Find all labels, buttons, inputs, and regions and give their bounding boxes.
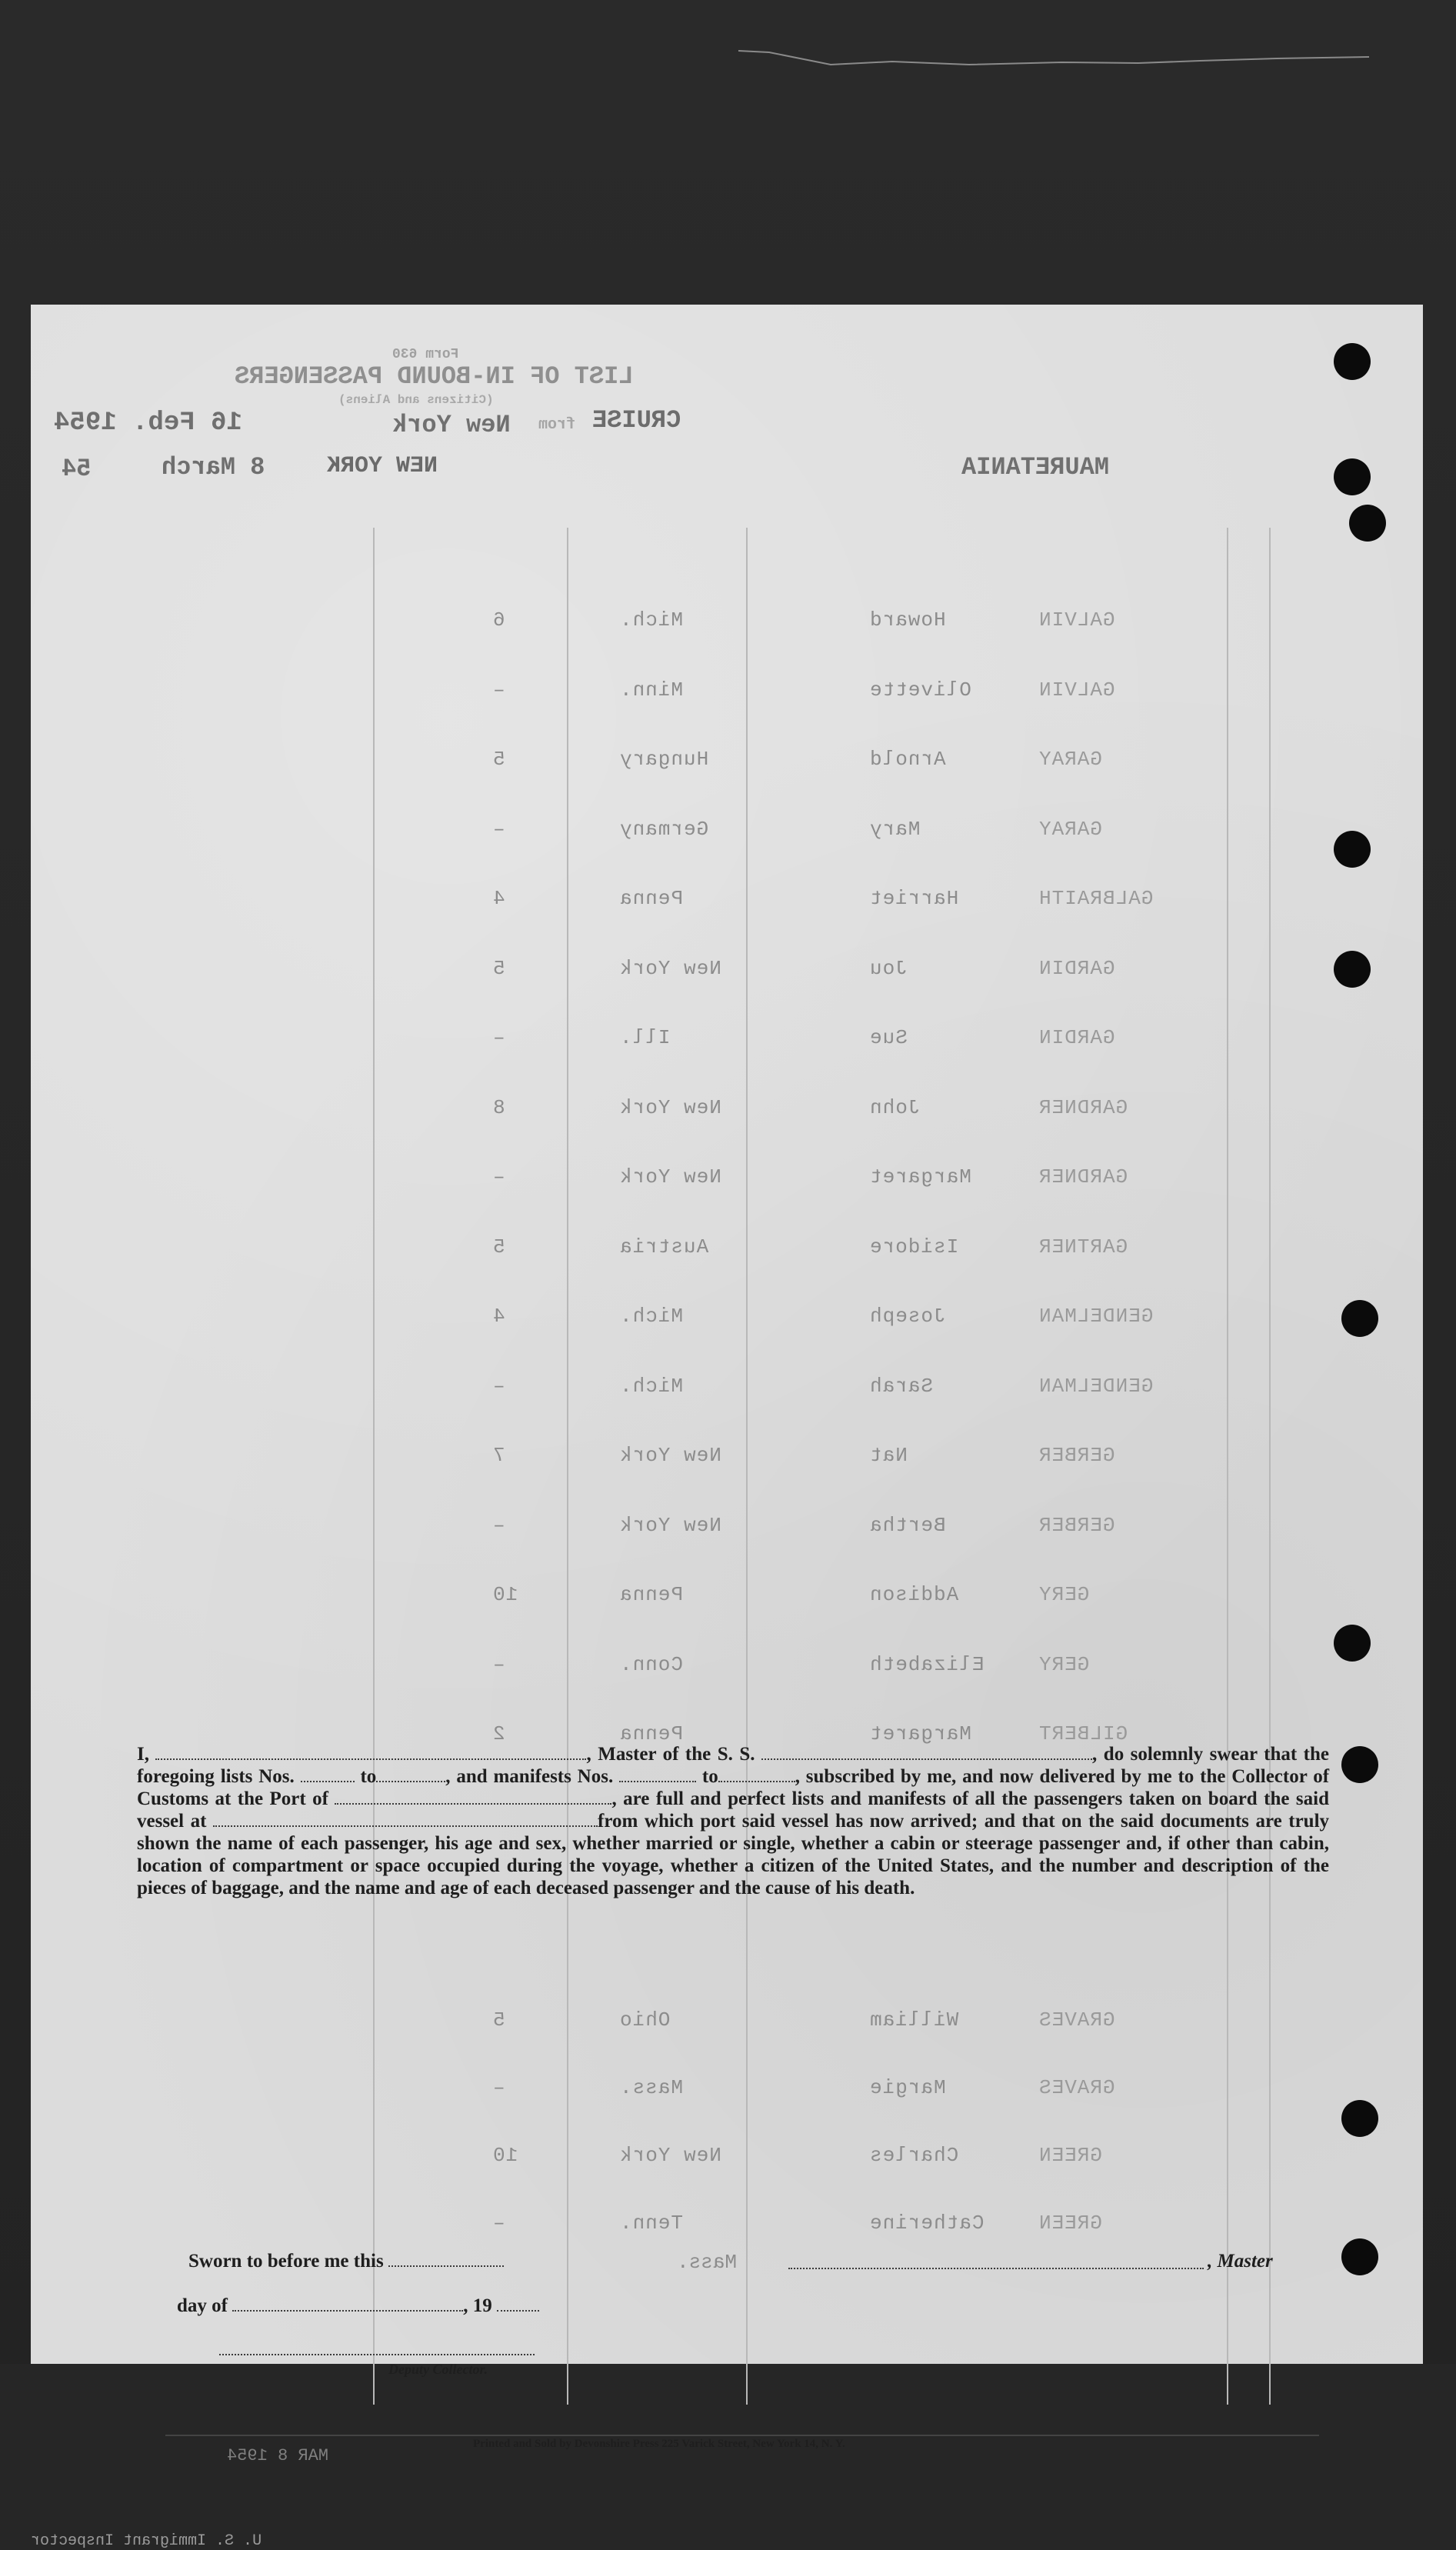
ghost-master-residence: Mass. <box>677 2251 738 2274</box>
ghost-column-rule <box>746 528 748 2405</box>
sworn-line <box>188 2251 504 2272</box>
list-to-blank <box>376 1767 445 1782</box>
manifest-to-blank <box>718 1767 795 1782</box>
ghost-vessel-name: MAURETANIA <box>961 453 1110 482</box>
punch-hole <box>1334 1625 1371 1662</box>
ghost-surname: GARDNER <box>1038 1165 1128 1188</box>
day-of-label: day of <box>177 2295 228 2316</box>
sworn-label: Sworn to before me this <box>188 2251 384 2272</box>
ghost-given-name: Joseph <box>869 1305 946 1328</box>
ghost-residence: Mich. <box>619 1374 684 1398</box>
ghost-surname: GRAVES <box>1038 2076 1115 2099</box>
ghost-given-name: Margie <box>869 2076 946 2099</box>
ghost-surname: GREEN <box>1038 2144 1103 2167</box>
ghost-surname: GENDELMAN <box>1038 1305 1154 1328</box>
ghost-from-label: from <box>538 416 576 434</box>
ghost-surname: GRAVES <box>1038 2008 1115 2032</box>
ghost-surname: GARDNER <box>1038 1095 1128 1119</box>
departure-port-blank <box>213 1812 598 1827</box>
oath-text: , Master of the S. S. <box>586 1744 755 1765</box>
ghost-surname: GARAY <box>1038 817 1103 841</box>
ghost-surname: GARTNER <box>1038 1235 1128 1258</box>
ghost-residence: Mich. <box>619 608 684 632</box>
ghost-given-name: Sue <box>869 1026 908 1049</box>
ghost-baggage-count: 10 <box>492 2144 518 2167</box>
ghost-given-name: Addison <box>869 1583 959 1606</box>
punch-hole <box>1334 831 1371 868</box>
printer-imprint: Printed and Sold by Devonshire Press 225 Varick Street, New York 14, N. Y. <box>473 2438 845 2450</box>
punch-hole <box>1341 2238 1378 2275</box>
ghost-residence: Penna <box>619 1583 684 1606</box>
ghost-surname: GARDIN <box>1038 956 1115 980</box>
oath-text: , do solemnly swear that the foregoing lists Nos. <box>137 1744 1330 1787</box>
ghost-surname: GERY <box>1038 1652 1090 1676</box>
punch-hole <box>1341 1300 1378 1337</box>
ghost-baggage-count: 5 <box>492 2008 505 2032</box>
oath-paragraph <box>137 1743 1329 1899</box>
ghost-baggage-count: 4 <box>492 887 505 910</box>
ghost-given-name: Jou <box>869 956 908 980</box>
ghost-given-name: Charles <box>869 2144 959 2167</box>
ghost-surname: GENDELMAN <box>1038 1374 1154 1398</box>
punch-hole <box>1341 2100 1378 2137</box>
ghost-column-rule <box>373 528 375 2405</box>
year-blank <box>497 2296 539 2312</box>
ghost-arrival-port: NEW YORK <box>327 453 438 479</box>
oath-text: to <box>360 1766 377 1787</box>
ghost-baggage-count: – <box>492 1165 505 1188</box>
punch-hole <box>1349 505 1386 542</box>
ghost-residence: Penna <box>619 1722 684 1745</box>
ghost-surname: GERBER <box>1038 1513 1115 1537</box>
scan-scratch-mark <box>738 42 1369 72</box>
ghost-given-name: William <box>869 2008 959 2032</box>
ghost-baggage-count: – <box>492 678 505 702</box>
ghost-column-rule <box>567 528 568 2405</box>
oath-text: , are full and perfect lists and manifests of all the passengers taken on board the said vessel at <box>137 1788 1329 1832</box>
ghost-residence: New York <box>619 1165 721 1188</box>
ghost-given-name: Margaret <box>869 1722 971 1745</box>
ghost-residence: Mass. <box>619 2076 684 2099</box>
ghost-given-name: Bertha <box>869 1513 946 1537</box>
ghost-surname: GERBER <box>1038 1444 1115 1467</box>
ghost-given-name: Isidore <box>869 1235 959 1258</box>
ghost-class-value: CRUISE <box>592 406 681 435</box>
ghost-given-name: Sarah <box>869 1374 934 1398</box>
punch-hole <box>1334 343 1371 380</box>
ghost-baggage-count: – <box>492 2212 505 2235</box>
ghost-residence: Austria <box>619 1235 709 1258</box>
ghost-inspector-label: U. S. Immigrant Inspector <box>31 2532 262 2550</box>
oath-text: to <box>701 1766 718 1787</box>
ghost-baggage-count: 5 <box>492 1235 505 1258</box>
ghost-baggage-count: 8 <box>492 1095 505 1119</box>
ghost-surname: GARDIN <box>1038 1026 1115 1049</box>
ghost-given-name: Margaret <box>869 1165 971 1188</box>
ghost-given-name: Arnold <box>869 748 946 771</box>
ghost-given-name: John <box>869 1095 921 1119</box>
vessel-name-blank <box>761 1745 1092 1760</box>
master-name-blank <box>155 1745 586 1760</box>
year-prefix: , 19 <box>463 2295 492 2316</box>
list-from-blank <box>301 1767 355 1782</box>
ghost-residence: Hungary <box>619 748 709 771</box>
ghost-given-name: Harriet <box>869 887 959 910</box>
oath-text: , subscribed by me, and now delivered by me to the Collector of Customs at the Port of <box>137 1766 1330 1809</box>
ghost-surname: GALVIN <box>1038 678 1115 702</box>
ghost-baggage-count: 4 <box>492 1305 505 1328</box>
ghost-arrival-date: 8 March <box>162 453 265 482</box>
master-signature-line <box>788 2268 1204 2269</box>
ghost-form-number: Form 630 <box>392 347 459 362</box>
ghost-residence: Ill. <box>619 1026 671 1049</box>
ghost-residence: Minn. <box>619 678 684 702</box>
ghost-residence: Conn. <box>619 1652 684 1676</box>
ghost-residence: New York <box>619 1444 721 1467</box>
ghost-baggage-count: 10 <box>492 1583 518 1606</box>
punch-hole <box>1341 1746 1378 1783</box>
ghost-baggage-count: – <box>492 1026 505 1049</box>
ghost-given-name: Mary <box>869 817 921 841</box>
punch-hole <box>1334 458 1371 495</box>
ghost-baggage-count: – <box>492 1374 505 1398</box>
sworn-day-blank <box>388 2252 504 2267</box>
deputy-collector-label: Deputy Collector. <box>388 2362 488 2377</box>
ghost-list-subtitle: (Citizens and Aliens) <box>338 393 494 407</box>
ghost-residence: Mich. <box>619 1305 684 1328</box>
manifest-from-blank <box>619 1767 696 1782</box>
ghost-residence: Ohio <box>619 2008 671 2032</box>
ghost-surname: GALBRAITH <box>1038 887 1154 910</box>
ghost-residence: New York <box>619 2144 721 2167</box>
ghost-column-rule <box>1269 528 1271 2405</box>
ghost-surname: GALVIN <box>1038 608 1115 632</box>
ghost-baggage-count: – <box>492 817 505 841</box>
ghost-baggage-count: – <box>492 1513 505 1537</box>
ghost-date-stamp: MAR 8 1954 <box>227 2446 329 2465</box>
ghost-baggage-count: 2 <box>492 1722 505 1745</box>
ghost-list-title: LIST OF IN-BOUND PASSENGERS <box>235 362 634 391</box>
manifest-page <box>31 305 1423 2550</box>
oath-text: , and manifests Nos. <box>445 1766 614 1787</box>
ghost-given-name: Howard <box>869 608 946 632</box>
ghost-residence: Germany <box>619 817 709 841</box>
ghost-baggage-count: 6 <box>492 608 505 632</box>
ghost-given-name: Olivette <box>869 678 971 702</box>
ghost-residence: New York <box>619 956 721 980</box>
ghost-baggage-count: 7 <box>492 1444 505 1467</box>
ghost-sailing-date: 16 Feb. 1954 <box>54 408 242 438</box>
oath-text: from which port said vessel has now arrived; and that on the said documents are truly shown the name of each passenger, his age and sex, whether married or single, whether a cabin or steerage passenger and, if other than cabin, location of compartment or space occupied during the voyage, whether a citizen of the United States, and the number and description of the pieces of baggage, and the name and age of each deceased passenger and the cause of his death. <box>137 1811 1330 1898</box>
printer-rule <box>165 2435 1319 2436</box>
ghost-residence: Penna <box>619 887 684 910</box>
ghost-arrival-year: 54 <box>62 455 92 483</box>
ghost-given-name: Elizabeth <box>869 1652 985 1676</box>
ghost-given-name: Nat <box>869 1444 908 1467</box>
ghost-from-port: New York <box>392 411 511 439</box>
ghost-surname: GARAY <box>1038 748 1103 771</box>
ghost-surname: GILBERT <box>1038 1722 1128 1745</box>
ghost-residence: New York <box>619 1095 721 1119</box>
oath-text: I, <box>137 1744 149 1765</box>
ghost-column-rule <box>1227 528 1228 2405</box>
punch-hole <box>1334 951 1371 988</box>
ghost-baggage-count: 5 <box>492 748 505 771</box>
day-of-line <box>177 2295 539 2317</box>
ghost-surname: GREEN <box>1038 2212 1103 2235</box>
ghost-surname: GERY <box>1038 1583 1090 1606</box>
deputy-signature-line <box>219 2354 535 2355</box>
ghost-baggage-count: – <box>492 2076 505 2099</box>
ghost-baggage-count: 5 <box>492 956 505 980</box>
day-of-blank <box>232 2296 463 2312</box>
ghost-given-name: Catherine <box>869 2212 985 2235</box>
ghost-residence: Tenn. <box>619 2212 684 2235</box>
ghost-baggage-count: – <box>492 1652 505 1676</box>
port-blank <box>335 1789 611 1805</box>
ghost-residence: New York <box>619 1513 721 1537</box>
master-label: , Master <box>1208 2251 1273 2272</box>
